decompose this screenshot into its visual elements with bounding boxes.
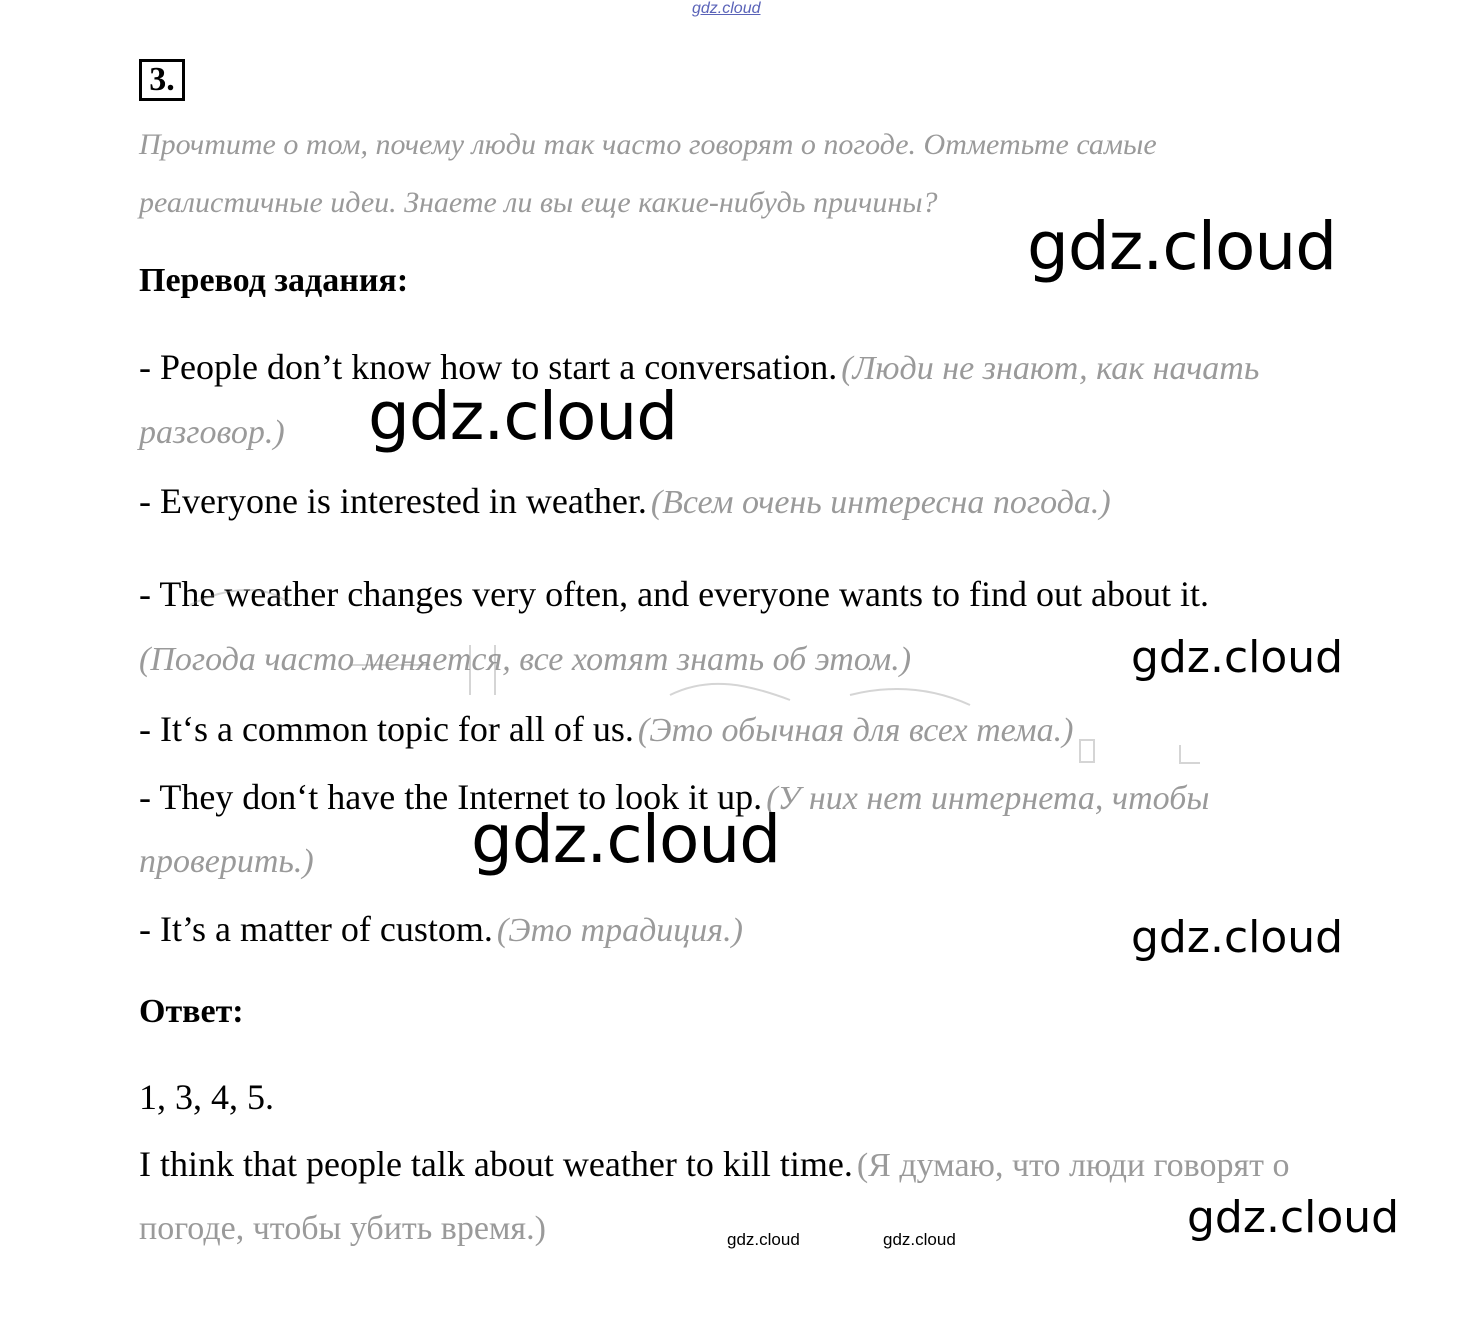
item-ru-continuation: разговор.) — [139, 414, 285, 451]
item-ru: (Люди не знают, как начать — [841, 350, 1260, 387]
instruction-line-1: Прочтите о том, почему люди так часто говорят о погоде. Отметьте самые — [139, 128, 1157, 161]
top-watermark: gdz.cloud — [692, 0, 761, 17]
watermark: gdz.cloud — [727, 1230, 800, 1249]
list-item — [139, 346, 1259, 388]
watermark: gdz.cloud — [1187, 1192, 1400, 1243]
watermark: gdz.cloud — [883, 1230, 956, 1249]
item-en: - The weather changes very often, and everyone wants to find out about it. — [139, 574, 1209, 614]
translation-heading: Перевод задания: — [139, 262, 409, 299]
item-en: - People don’t know how to start a conversation. — [139, 347, 838, 387]
ghost-stroke-overlay — [150, 575, 1230, 775]
watermark: gdz.cloud — [368, 378, 678, 455]
watermark: gdz.cloud — [1027, 208, 1337, 285]
item-en: - It‘s a common topic for all of us. — [139, 709, 634, 749]
instruction-line-2: реалистичные идеи. Знаете ли вы еще какие-нибудь причины? — [139, 186, 938, 219]
answer-heading: Ответ: — [139, 993, 244, 1030]
item-ru: (Всем очень интересна погода.) — [650, 484, 1111, 521]
item-ru: (Погода часто меняется, все хотят знать об этом.) — [139, 641, 912, 678]
task-number: 3. — [139, 59, 185, 101]
answer-text — [139, 1143, 1290, 1185]
item-en: - It’s a matter of custom. — [139, 909, 493, 949]
list-item — [139, 480, 1111, 522]
item-ru: (Это обычная для всех тема.) — [637, 712, 1074, 749]
item-en: - They don‘t have the Internet to look it up. — [139, 777, 763, 817]
watermark: gdz.cloud — [1131, 912, 1344, 963]
item-ru-continuation: проверить.) — [139, 843, 314, 880]
answer-ru-continuation: погоде, чтобы убить время.) — [139, 1210, 546, 1247]
item-ru: (У них нет интернета, чтобы — [766, 780, 1210, 817]
item-en: - Everyone is interested in weather. — [139, 481, 647, 521]
list-item — [139, 908, 743, 950]
watermark: gdz.cloud — [471, 801, 781, 878]
item-ru: (Это традиция.) — [496, 912, 743, 949]
watermark: gdz.cloud — [1131, 632, 1344, 683]
answer-en: I think that people talk about weather to kill time. — [139, 1144, 853, 1184]
answer-numbers: 1, 3, 4, 5. — [139, 1077, 274, 1117]
answer-ru: (Я думаю, что люди говорят о — [856, 1147, 1290, 1184]
